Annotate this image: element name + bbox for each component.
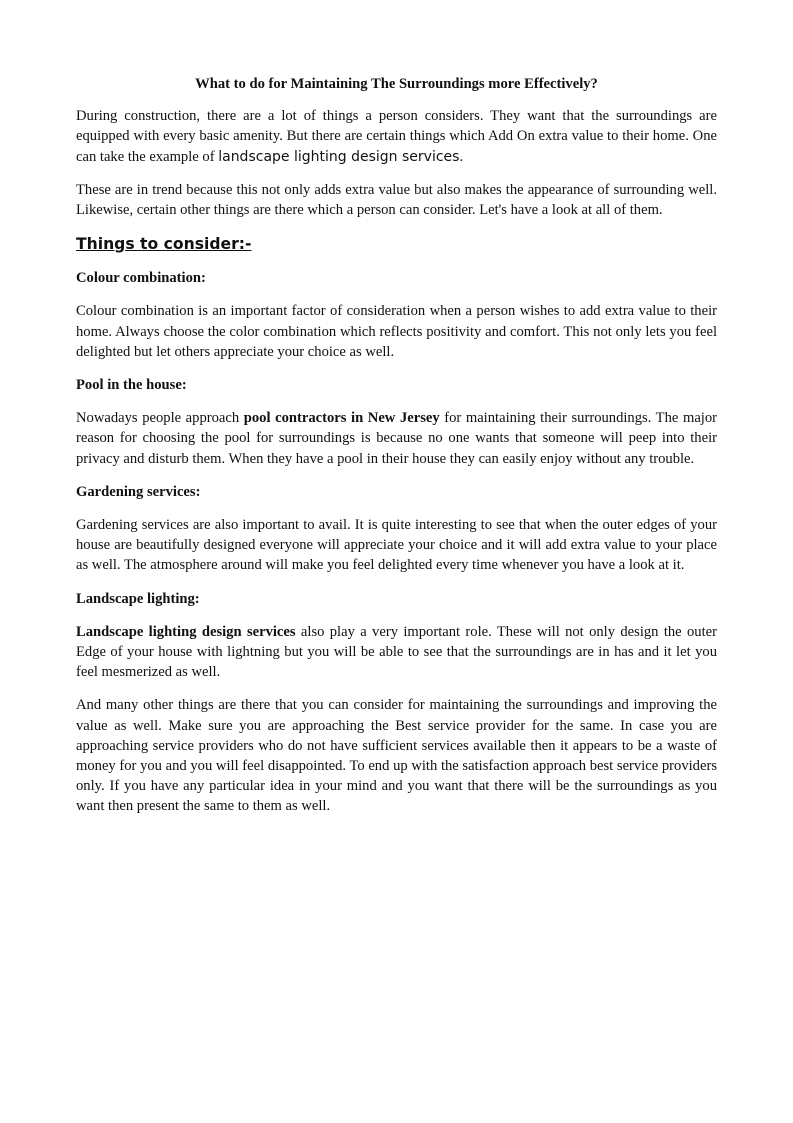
landscape-lighting-link[interactable]: landscape lighting design services <box>218 148 460 165</box>
document-title: What to do for Maintaining The Surroundings more Effectively? <box>195 76 598 92</box>
intro-paragraph-1 <box>76 106 717 167</box>
pool-heading: Pool in the house: <box>76 377 187 394</box>
pool-paragraph-end: for maintaining their surroundings. The major reason for choosing the pool for surroundings is because no one wants that someone will peep into their privacy and disturb them. When they have a pool in their house they can easily enjoy without any trouble. <box>76 410 718 467</box>
intro-paragraph-1-end: . <box>459 148 464 165</box>
colour-combination-heading: Colour combination: <box>76 270 206 287</box>
landscape-lighting-paragraph-end: also play a very important role. These will not only design the outer Edge of your house with lightning but you will be able to see that the surroundings are in has and it let you feel mesmerized as well. <box>76 623 717 681</box>
landscape-lighting-services-link[interactable]: Landscape lighting design services <box>76 623 296 640</box>
landscape-lighting-heading: Landscape lighting: <box>76 590 200 607</box>
pool-paragraph-start: Nowadays people approach <box>76 410 244 427</box>
intro-paragraph-2: These are in trend because this not only adds extra value but also makes the appearance of surrounding well. Likewise, certain other things are there which a person can consider. Let's have a look at all of them. <box>76 181 717 219</box>
conclusion-paragraph: And many other things are there that you can consider for maintaining the surroundings and improving the value as well. Make sure you are approaching the Best service provider for the same. In case you are approaching service providers who do not have sufficient services available then it appears to be a waste of money for you and you will feel disappointed. To end up with the satisfaction approach best service providers only. If you have any particular idea in your mind and you want that there will be the surroundings as you want then present the same to them as well. <box>76 697 717 815</box>
pool-paragraph <box>76 408 717 469</box>
colour-combination-paragraph: Colour combination is an important factor of consideration when a person wishes to add extra value to their home. Always choose the color combination which reflects positivity and comfort. This not only lets you feel delighted but let others appreciate your choice as well. <box>76 303 717 360</box>
gardening-paragraph: Gardening services are also important to avail. It is quite interesting to see that when the outer edges of your house are beautifully designed everyone will appreciate your choice and it will add extra value to your place as well. The atmosphere around will make you feel delighted every time whenever you have a look at it. <box>76 517 717 574</box>
document-page <box>76 74 717 830</box>
pool-contractors-link[interactable]: pool contractors in New Jersey <box>243 410 440 427</box>
landscape-lighting-paragraph <box>76 622 717 683</box>
intro-paragraph-1-text: During construction, there are a lot of things a person considers. They want that the surroundings are equipped with every basic amenity. But there are certain things which Add On extra value to their home. One can take the example of <box>76 108 717 165</box>
things-to-consider-heading: Things to consider:- <box>76 235 252 254</box>
gardening-heading: Gardening services: <box>76 483 201 500</box>
